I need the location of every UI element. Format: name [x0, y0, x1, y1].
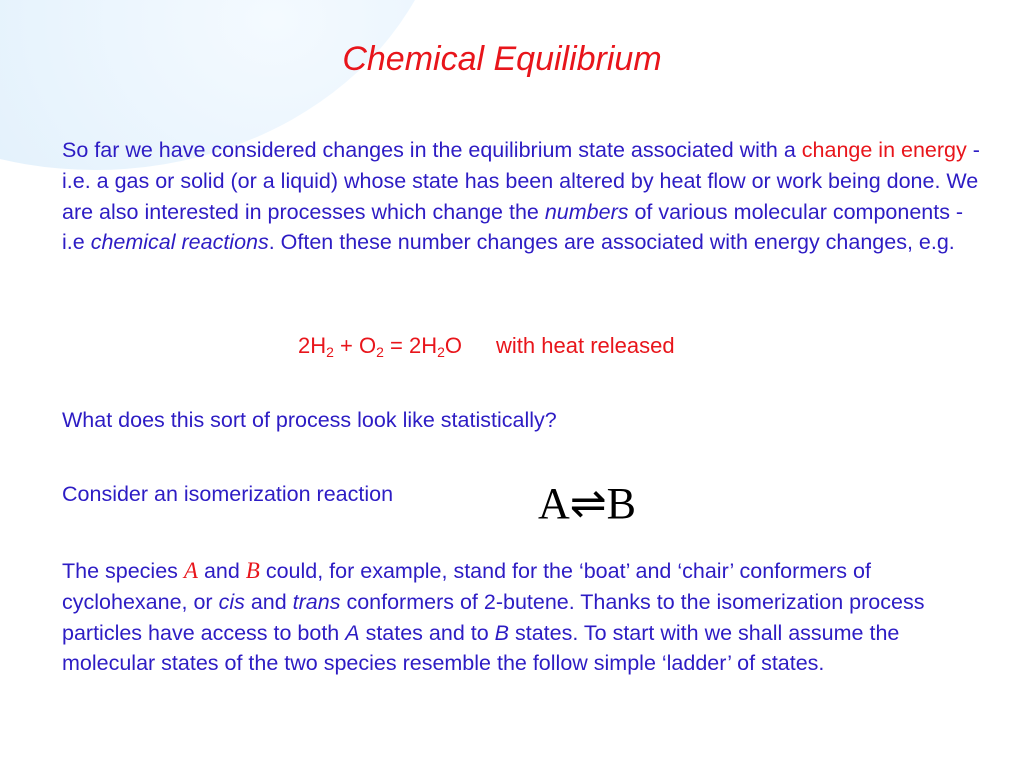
eq-term: O	[444, 333, 463, 358]
text-run: - i.e. a gas or solid (or a liquid) whose state has been altered by heat flow or work being done. We are also interested in processes which change the	[62, 138, 980, 224]
eq-term: + O	[333, 333, 377, 358]
text-run: states and to	[359, 620, 495, 645]
eq-subscript: 2	[326, 344, 334, 360]
italic-text: chemical reactions	[90, 230, 269, 255]
italic-text: A	[345, 620, 360, 645]
italic-text: trans	[292, 589, 341, 614]
text-run: could, for example, stand for the ‘boat’ and ‘chair’ conformers of cyclohexane, or	[62, 559, 871, 614]
text-run: and	[244, 589, 293, 614]
species-symbol: B	[245, 558, 260, 583]
text-run: conformers of 2-butene. Thanks to the isomerization process particles have access to both	[62, 589, 925, 645]
highlight-text: change in energy	[801, 138, 967, 162]
species-symbol: A	[183, 558, 198, 583]
intro-paragraph	[62, 135, 982, 258]
text-run: . Often these number changes are associated with energy changes, e.g.	[268, 230, 955, 255]
text-run: So far we have considered changes in the equilibrium state associated with a	[62, 138, 802, 162]
eq-term: 2H	[298, 333, 327, 358]
reaction-formula: A⇌B	[538, 479, 636, 528]
text-run: The species	[62, 559, 184, 583]
eq-term: = 2H	[383, 333, 438, 358]
isomerization-paragraph: Consider an isomerization reaction	[62, 482, 394, 506]
italic-text: cis	[218, 589, 245, 614]
text-run: states. To start with we shall assume the molecular states of the two species resemble the follow simple ‘ladder’ of states.	[62, 620, 900, 676]
slide-title: Chemical Equilibrium	[342, 40, 662, 78]
eq-subscript: 2	[437, 344, 445, 360]
italic-text: B	[494, 620, 509, 645]
chemical-equation	[298, 333, 675, 359]
italic-text: numbers	[544, 199, 629, 224]
species-paragraph	[62, 556, 982, 679]
equation-note: with heat released	[496, 333, 675, 358]
question-paragraph: What does this sort of process look like statistically?	[62, 408, 557, 432]
text-run: of various molecular components - i.e	[62, 199, 964, 255]
eq-subscript: 2	[376, 344, 384, 360]
text-run: and	[197, 559, 246, 583]
